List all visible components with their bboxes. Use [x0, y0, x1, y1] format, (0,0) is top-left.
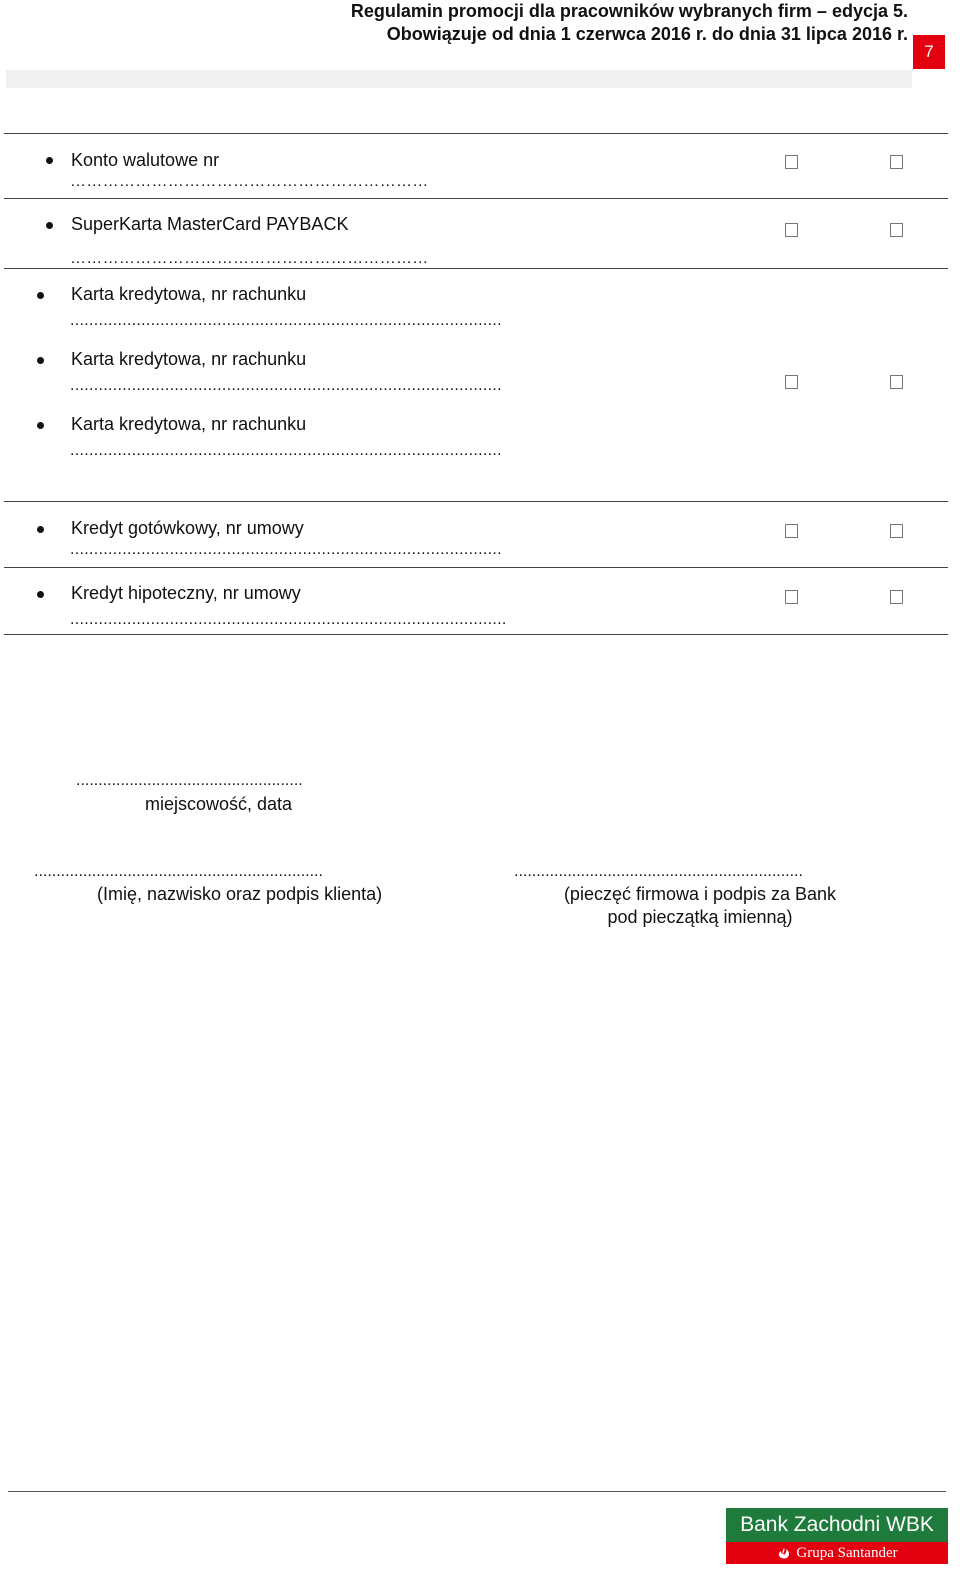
credit-card-number-field[interactable]: ........................................................................................... [70, 442, 502, 459]
checkbox-no[interactable] [890, 155, 903, 169]
logo-subtitle: Grupa Santander [796, 1545, 898, 1561]
credit-card-number-field[interactable]: ........................................................................................... [70, 312, 502, 329]
client-signature-field[interactable]: ................................................................. [34, 863, 323, 880]
checkbox-no[interactable] [890, 375, 903, 389]
checkbox-no[interactable] [890, 590, 903, 604]
header-band [6, 70, 912, 88]
bullet-icon [46, 157, 53, 164]
page-number-badge: 7 [913, 35, 945, 69]
bullet-icon [46, 222, 53, 229]
item-label: Karta kredytowa, nr rachunku [71, 414, 307, 434]
item-label: Kredyt gotówkowy, nr umowy [71, 518, 304, 538]
logo-name: Bank Zachodni WBK [726, 1508, 948, 1542]
bullet-icon [37, 292, 44, 299]
logo-subtitle-row [726, 1542, 948, 1564]
bank-signature-field[interactable]: ................................................................. [514, 863, 803, 880]
santander-flame-icon [776, 1547, 792, 1561]
checkbox-yes[interactable] [785, 590, 798, 604]
document-header [351, 0, 908, 45]
bullet-icon [37, 422, 44, 429]
place-date-field[interactable]: ................................................... [76, 772, 303, 789]
item-label: Kredyt hipoteczny, nr umowy [71, 583, 301, 603]
checkbox-yes[interactable] [785, 524, 798, 538]
footer-rule [8, 1491, 946, 1492]
bullet-icon [37, 357, 44, 364]
checkbox-yes[interactable] [785, 155, 798, 169]
item-label: Karta kredytowa, nr rachunku [71, 349, 307, 369]
account-number-field[interactable]: ………………………………………………………… [70, 173, 429, 190]
table-rule [4, 133, 948, 134]
loan-agreement-field[interactable]: ........................................................................................... [70, 541, 502, 558]
mortgage-agreement-field[interactable]: ............................................................................................ [70, 611, 507, 628]
item-label: Konto walutowe nr [71, 150, 220, 170]
checkbox-no[interactable] [890, 524, 903, 538]
bullet-icon [37, 591, 44, 598]
header-title: Regulamin promocji dla pracowników wybranych firm – edycja 5. [350, 1, 908, 21]
bank-logo [726, 1508, 948, 1564]
credit-card-number-field[interactable]: ........................................................................................... [70, 377, 502, 394]
table-rule [4, 501, 948, 502]
bullet-icon [37, 526, 44, 533]
place-date-label: miejscowość, data [145, 794, 293, 814]
item-label: SuperKarta MasterCard PAYBACK [71, 214, 349, 234]
table-rule [4, 268, 948, 269]
table-rule [4, 198, 948, 199]
bank-signature-label [540, 883, 860, 929]
bank-signature-label-line1: (pieczęć firmowa i podpis za Bank [563, 884, 837, 904]
client-signature-label: (Imię, nazwisko oraz podpis klienta) [97, 884, 383, 904]
header-validity: Obowiązuje od dnia 1 czerwca 2016 r. do dnia 31 lipca 2016 r. [386, 23, 908, 44]
checkbox-yes[interactable] [785, 375, 798, 389]
table-rule [4, 634, 948, 635]
card-number-field[interactable]: ………………………………………………………… [70, 250, 429, 267]
checkbox-yes[interactable] [785, 223, 798, 237]
table-rule [4, 567, 948, 568]
bank-signature-label-line2: pod pieczątką imienną) [607, 907, 793, 927]
item-label: Karta kredytowa, nr rachunku [71, 284, 307, 304]
checkbox-no[interactable] [890, 223, 903, 237]
